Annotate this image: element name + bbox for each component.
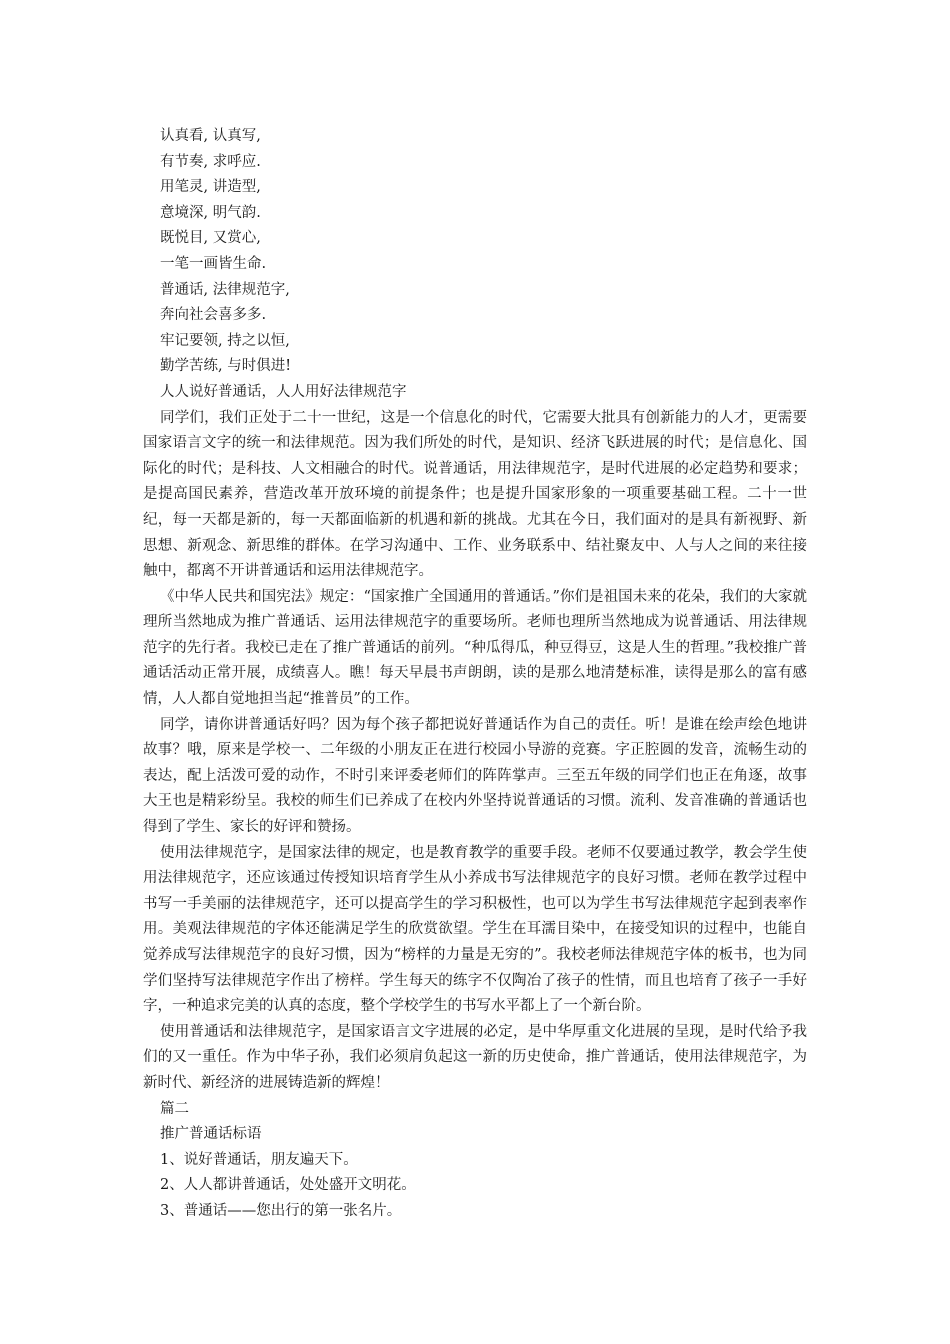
slogan-item: 1、说好普通话，朋友遍天下。 bbox=[160, 1151, 358, 1168]
paragraph: 《中华人民共和国宪法》规定：“国家推广全国通用的普通话。”你们是祖国未来的花朵，我们的大家就理所当然地成为推广普通话、运用法律规范字的重要场所。老师也理所当然地成为说普通话、用法律规范字的先行者。我校已走在了推广普通话的前列。“种瓜得瓜，种豆得豆，这是人生的哲理。”我校推广普通话活动正常开展，成绩喜人。瞧！每天早晨书声朗朗，读的是那么地清楚标准，读得是那么的富有感情，人人都自觉地担当起“推普员”的工作。 bbox=[143, 588, 807, 708]
poem-line: 普通话, 法律规范字, bbox=[160, 281, 290, 298]
poem-line: 勤学苦练, 与时俱进! bbox=[160, 358, 292, 375]
poem-line: 奔向社会喜多多. bbox=[160, 307, 267, 324]
poem-line: 认真看, 认真写, bbox=[160, 128, 261, 144]
document-page bbox=[143, 124, 807, 1225]
slogan-item: 3、普通话——您出行的第一张名片。 bbox=[160, 1202, 402, 1219]
poem bbox=[143, 124, 807, 380]
slogan-list bbox=[143, 1148, 807, 1225]
section-label: 篇二 bbox=[160, 1100, 189, 1117]
paragraph: 同学，请你讲普通话好吗？因为每个孩子都把说好普通话作为自己的责任。听！是谁在绘声绘色地讲故事？哦，原来是学校一、二年级的小朋友正在进行校园小导游的竞赛。字正腔圆的发音，流畅生动的表达，配上活泼可爱的动作，不时引来评委老师们的阵阵掌声。三至五年级的同学们也正在角逐，故事大王也是精彩纷呈。我校的师生们已养成了在校内外坚持说普通话的习惯。流利、发音准确的普通话也得到了学生、家长的好评和赞扬。 bbox=[143, 716, 807, 836]
section-title: 推广普通话标语 bbox=[160, 1126, 262, 1143]
poem-line: 一笔一画皆生命. bbox=[160, 255, 267, 272]
slogan-item: 2、人人都讲普通话，处处盛开文明花。 bbox=[160, 1177, 416, 1194]
poem-line: 有节奏, 求呼应. bbox=[160, 153, 261, 170]
paragraph: 使用普通话和法律规范字，是国家语言文字进展的必定，是中华厚重文化进展的呈现，是时代给予我们的又一重任。作为中华子孙，我们必须肩负起这一新的历史使命，推广普通话，使用法律规范字，为新时代、新经济的进展铸造新的辉煌！ bbox=[143, 1023, 807, 1091]
poem-line: 意境深, 明气韵. bbox=[160, 204, 261, 221]
article-heading: 人人说好普通话，人人用好法律规范字 bbox=[160, 383, 407, 400]
poem-line: 牢记要领, 持之以恒, bbox=[160, 332, 290, 349]
poem-line: 用笔灵, 讲造型, bbox=[160, 179, 261, 196]
poem-line: 既悦目, 又赏心, bbox=[160, 230, 261, 247]
paragraph: 同学们，我们正处于二十一世纪，这是一个信息化的时代，它需要大批具有创新能力的人才，更需要国家语言文字的统一和法律规范。因为我们所处的时代，是知识、经济飞跃进展的时代；是信息化、国际化的时代；是科技、人文相融合的时代。说普通话，用法律规范字，是时代进展的必定趋势和要求；是提高国民素养，营造改革开放环境的前提条件；也是提升国家形象的一项重要基础工程。二十一世纪，每一天都是新的，每一天都面临新的机遇和新的挑战。尤其在今日，我们面对的是具有新视野、新思想、新观念、新思维的群体。在学习沟通中、工作、业务联系中、结社聚友中、人与人之间的来往接触中，都离不开讲普通话和运用法律规范字。 bbox=[143, 409, 807, 580]
paragraph: 使用法律规范字，是国家法律的规定，也是教育教学的重要手段。老师不仅要通过教学，教会学生使用法律规范字，还应该通过传授知识培育学生从小养成书写法律规范字的良好习惯。老师在教学过程中书写一手美丽的法律规范字，还可以提高学生的学习积极性，也可以为学生书写法律规范字起到表率作用。美观法律规范的字体还能满足学生的欣赏欲望。学生在耳濡目染中，在接受知识的过程中，也能自觉养成写法律规范字的良好习惯，因为“榜样的力量是无穷的”。我校老师法律规范字体的板书，也为同学们坚持写法律规范字作出了榜样。学生每天的练字不仅陶冶了孩子的性情，而且也培育了孩子一手好字，一种追求完美的认真的态度，整个学校学生的书写水平都上了一个新台阶。 bbox=[143, 844, 807, 1015]
